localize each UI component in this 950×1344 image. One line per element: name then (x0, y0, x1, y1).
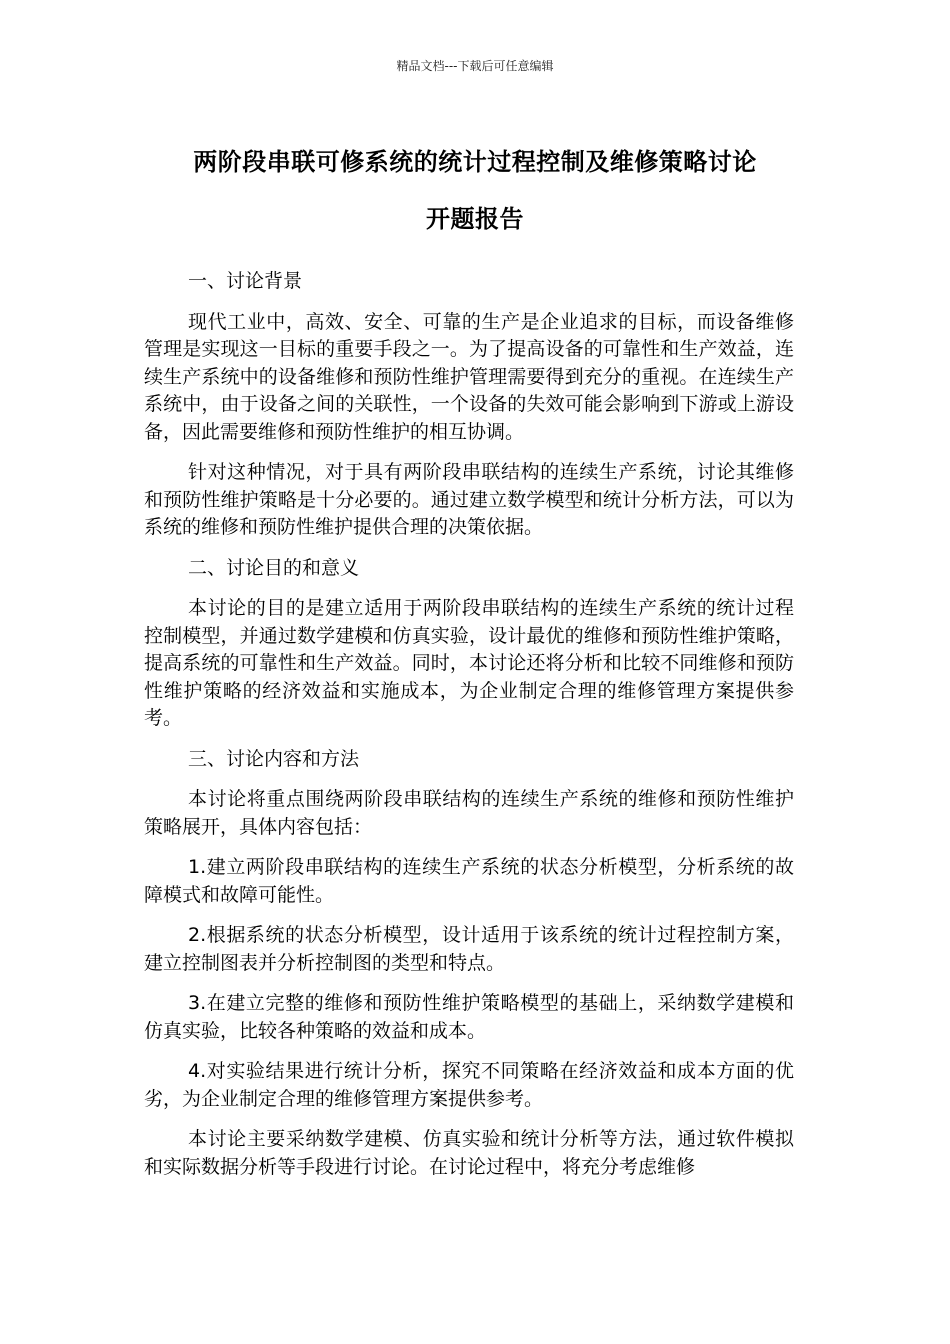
page-header: 精品文档---下载后可任意编辑 (396, 59, 554, 73)
paragraph: 本讨论的目的是建立适用于两阶段串联结构的连续生产系统的统计过程控制模型，并通过数学建模和仿真实验，设计最优的维修和预防性维护策略，提高系统的可靠性和生产效益。同时，本讨论还将分析和比较不同维修和预防性维护策略的经济效益和实施成本，为企业制定合理的维修管理方案提供参考。 (144, 597, 794, 729)
list-item: 2.根据系统的状态分析模型，设计适用于该系统的统计过程控制方案，建立控制图表并分析控制图的类型和特点。 (144, 924, 794, 974)
document-title (120, 134, 830, 248)
list-item: 1.建立两阶段串联结构的连续生产系统的状态分析模型，分析系统的故障模式和故障可能性。 (144, 856, 794, 906)
list-item: 3.在建立完整的维修和预防性维护策略模型的基础上，采纳数学建模和仿真实验，比较各种策略的效益和成本。 (144, 992, 794, 1042)
title-line-1: 两阶段串联可修系统的统计过程控制及维修策略讨论 (193, 148, 757, 176)
list-item: 4.对实验结果进行统计分析，探究不同策略在经济效益和成本方面的优劣，为企业制定合理的维修管理方案提供参考。 (144, 1060, 794, 1110)
paragraph: 针对这种情况，对于具有两阶段串联结构的连续生产系统，讨论其维修和预防性维护策略是十分必要的。通过建立数学模型和统计分析方法，可以为系统的维修和预防性维护提供合理的决策依据。 (144, 461, 794, 538)
section-heading-content-methods: 三、讨论内容和方法 (188, 747, 360, 770)
paragraph: 现代工业中，高效、安全、可靠的生产是企业追求的目标，而设备维修管理是实现这一目标的重要手段之一。为了提高设备的可靠性和生产效益，连续生产系统中的设备维修和预防性维护管理需要得到充分的重视。在连续生产系统中，由于设备之间的关联性，一个设备的失效可能会影响到下游或上游设备，因此需要维修和预防性维护的相互协调。 (144, 310, 794, 443)
section-heading-purpose: 二、讨论目的和意义 (188, 556, 360, 579)
document-body (144, 268, 794, 1194)
paragraph: 本讨论将重点围绕两阶段串联结构的连续生产系统的维修和预防性维护策略展开，具体内容包括： (144, 788, 794, 838)
paragraph: 本讨论主要采纳数学建模、仿真实验和统计分析等方法，通过软件模拟和实际数据分析等手段进行讨论。在讨论过程中，将充分考虑维修 (144, 1128, 794, 1178)
section-heading-background: 一、讨论背景 (188, 270, 303, 292)
title-line-2: 开题报告 (426, 205, 524, 233)
